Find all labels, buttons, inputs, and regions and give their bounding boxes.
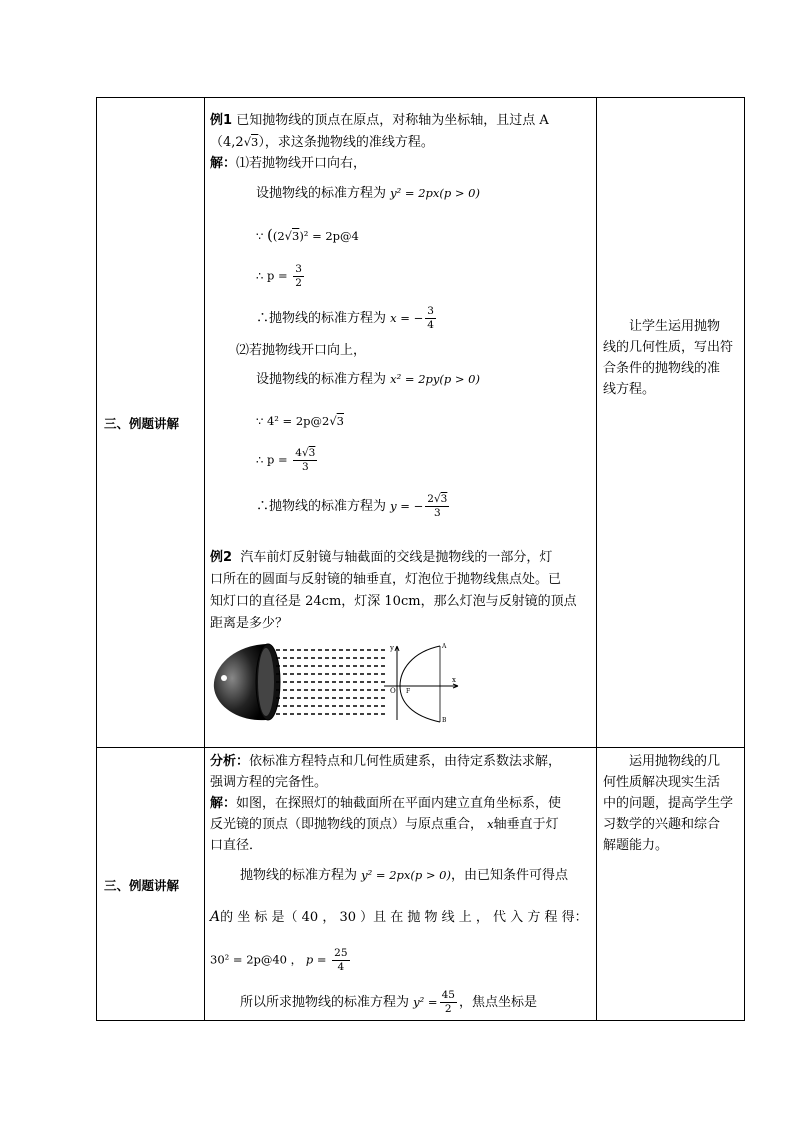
example1-line1 [210, 110, 549, 131]
case1-step1-a: (2 [272, 229, 285, 243]
example2-line4: 距离是多少？ [210, 616, 289, 631]
case1-step1-b: )² = 2p@4 [299, 229, 359, 243]
solution2-title: 解： [210, 796, 237, 811]
row1-note [603, 316, 741, 400]
example1-point-open: （4,2 [210, 135, 244, 150]
case2-result-eq: y = − [390, 499, 424, 513]
row2-eq-line4 [240, 989, 537, 1016]
row2-note [603, 751, 741, 856]
column-divider-1 [204, 97, 205, 1021]
row1-note-line3: 合条件的抛物线的准 [603, 361, 721, 376]
row1-section-label: 三、例题讲解 [104, 416, 180, 431]
case2-step1-a: ∵ 4² = 2p@2 [256, 414, 330, 428]
example1-text1: 已知抛物线的顶点在原点，对称轴为坐标轴，且过点 A [236, 113, 549, 128]
case1-eq-line [256, 183, 480, 204]
case1-eq: y² = 2px(p > 0) [390, 186, 480, 200]
row1-note-line4: 线方程。 [603, 382, 656, 397]
table-top-border [96, 97, 745, 98]
fig-focus-label: F [406, 688, 411, 695]
example1-point-close: ），求这条抛物线的准线方程。 [258, 135, 434, 150]
case2-eq-line [256, 369, 480, 390]
case2-p-num-coef: 4 [295, 447, 302, 459]
case2-step1-root: 3 [336, 414, 344, 428]
because-symbol: ∵ [256, 229, 267, 243]
row2-note-line5: 解题能力。 [603, 838, 669, 853]
example1-line2: （4,2√3），求这条抛物线的准线方程。 [210, 135, 434, 150]
row2-section-label: 三、例题讲解 [104, 878, 180, 893]
solution-line [210, 153, 366, 174]
analysis-line2: 强调方程的完备性。 [210, 775, 328, 790]
example2-line1 [210, 547, 552, 568]
fig-b-label: B [442, 717, 447, 724]
analysis-title: 分析： [210, 754, 250, 769]
case2-eq-label: 设抛物线的标准方程为 [256, 372, 387, 387]
solution2-line3: 口直径． [210, 838, 263, 853]
case1-result-num: 3 [427, 305, 434, 317]
case1-step1-root: 3 [291, 229, 300, 243]
case2-p-num-root: 3 [308, 447, 316, 459]
row2-eq-tail: ，由已知条件可得点 [450, 868, 568, 883]
row2-p-num: 25 [334, 947, 348, 959]
case2-eq: x² = 2py(p > 0) [390, 372, 480, 386]
table-left-border [96, 97, 97, 1021]
point-a-label: A [210, 909, 221, 925]
case2-step2: ∴ p = $\frac{4√3}{3}$ [256, 447, 316, 473]
row2-final-den: 2 [444, 1003, 452, 1015]
row1-note-line1: 让学生运用抛物 [629, 319, 721, 334]
case1-p-label: ∴ p = [256, 268, 288, 283]
row2-final-num: 45 [441, 989, 455, 1001]
example2-title: 例2 [210, 550, 233, 565]
row2-final-eq: y² = [413, 995, 438, 1009]
headlight-reflector-figure [210, 640, 390, 724]
case2-title: ⑵若抛物线开口向上， [236, 343, 367, 358]
case1-result-eq: x = − [390, 311, 424, 325]
example1-point-root: 3 [251, 135, 259, 149]
solution2-text1: 如图，在探照灯的轴截面所在平面内建立直角坐标系，使 [236, 796, 562, 811]
case1-result-label: ∴抛物线的标准方程为 [256, 311, 387, 326]
row2-eq-line3 [210, 947, 352, 974]
fig-y-label: y [390, 644, 394, 652]
row1-note-line2: 线的几何性质，写出符 [603, 340, 734, 355]
case2-result-label: ∴抛物线的标准方程为 [256, 499, 387, 514]
row2-note-line4: 习数学的兴趣和综合 [603, 817, 721, 832]
row2-eq-line1 [240, 865, 568, 886]
table-bottom-border [96, 1020, 745, 1021]
example2-text1: 汽车前灯反射镜与轴截面的交线是抛物线的一部分，灯 [240, 550, 553, 565]
point-a-text: 的 坐 标 是（ 40 ， 30 ）且 在 抛 物 线 上 ， 代 入 方 程 得： [220, 910, 588, 925]
analysis-line1 [210, 751, 561, 772]
row2-note-line1: 运用抛物线的几 [629, 754, 721, 769]
row2-eq-line2 [210, 907, 588, 928]
case1-step1: ∵ ((2√3)² = 2p@4 [256, 226, 359, 244]
case2-result: ∴抛物线的标准方程为 y = − $\frac{2√3}{3}$ [256, 493, 448, 519]
solution2-text2b: 轴垂直于灯 [493, 817, 559, 832]
row2-step: 30² = 2p@40 ， [210, 952, 303, 967]
example2-line2: 口所在的圆面与反射镜的轴垂直，灯泡位于抛物线焦点处。已 [210, 572, 562, 587]
row2-eq-label: 抛物线的标准方程为 [240, 868, 358, 883]
case1-result [256, 305, 438, 332]
solution2-text2: 反光镜的顶点（即抛物线的顶点）与原点重合， [210, 817, 484, 832]
case1-title: ⑴若抛物线开口向右， [236, 156, 367, 171]
row2-final-label: 所以所求抛物线的标准方程为 [240, 995, 410, 1010]
parabola-coordinate-figure [382, 640, 462, 724]
analysis-text1: 依标准方程特点和几何性质建系，由待定系数法求解， [249, 754, 562, 769]
case2-step1: ∵ 4² = 2p@2√3 [256, 414, 344, 428]
row2-final-tail: ，焦点坐标是 [458, 995, 537, 1010]
example2-line3: 知灯口的直径是 24cm，灯深 10cm，那么灯泡与反射镜的顶点 [210, 594, 577, 609]
solution-title: 解： [210, 156, 237, 171]
case2-result-num-coef: 2 [427, 493, 434, 505]
row2-p-den: 4 [337, 961, 345, 973]
solution2-line1 [210, 793, 561, 814]
fig-a-label: A [442, 643, 447, 650]
case1-result-den: 4 [427, 319, 434, 331]
solution2-x-axis: x [487, 817, 494, 831]
row2-note-line2: 何性质解决现实生活 [603, 775, 721, 790]
case2-result-den: 3 [433, 507, 441, 519]
solution2-line2 [210, 814, 559, 835]
row2-eq: y² = 2px(p > 0) [361, 868, 451, 882]
fig-origin-label: O [390, 687, 396, 695]
row2-p-label: p = [305, 952, 327, 967]
case1-step2 [256, 263, 306, 290]
fig-x-label: x [452, 676, 456, 684]
case1-p-den: 2 [295, 277, 302, 289]
row-divider [96, 747, 745, 748]
lesson-table [96, 97, 745, 1021]
case2-p-den: 3 [301, 461, 309, 473]
table-right-border [744, 97, 745, 1021]
case2-p-label: ∴ p = [256, 452, 288, 467]
case1-eq-label: 设抛物线的标准方程为 [256, 186, 387, 201]
column-divider-2 [596, 97, 597, 1021]
example1-title: 例1 [210, 113, 233, 128]
case1-p-num: 3 [295, 263, 302, 275]
row2-note-line3: 中的问题，提高学生学 [603, 796, 734, 811]
case2-result-num-root: 3 [440, 493, 448, 505]
